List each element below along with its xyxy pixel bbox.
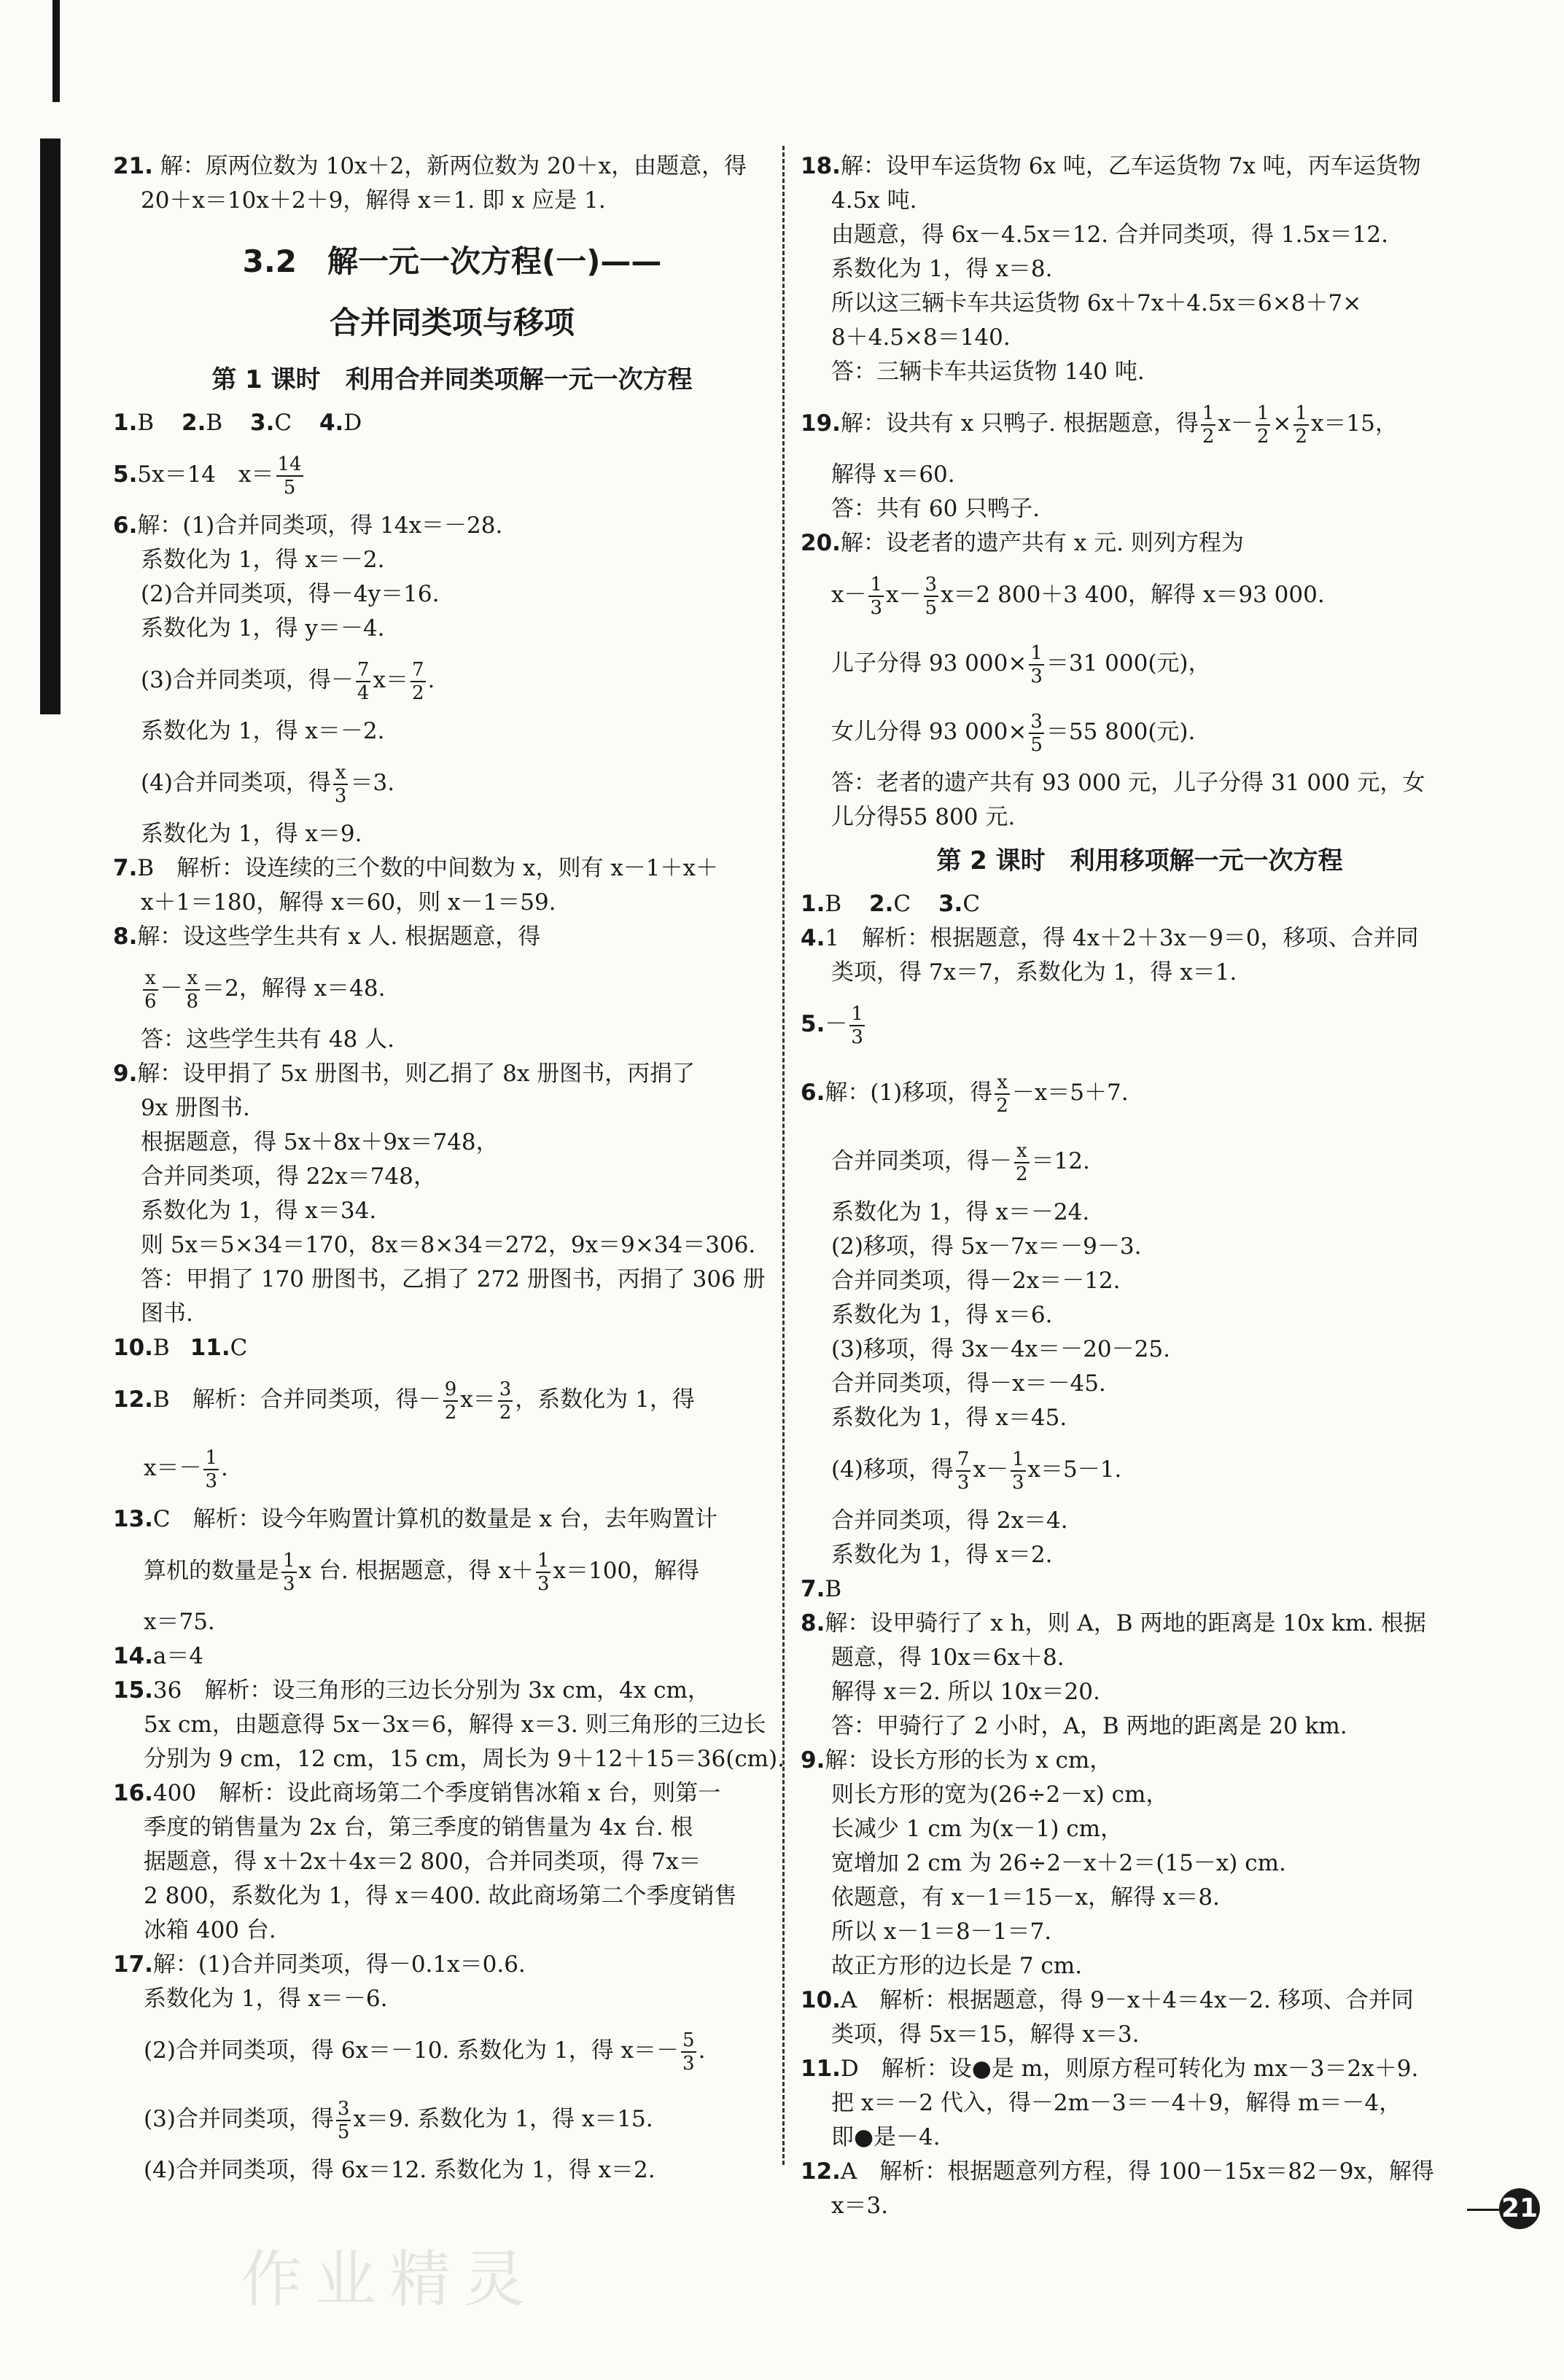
answer-9-line: 系数化为 1，得 x＝34. [141, 1198, 377, 1224]
answer-16-line: 冰箱 400 台. [144, 1917, 276, 1943]
fraction: $\frac{x}{8}$ [186, 967, 199, 1013]
answer-b9-line: 依题意，有 x－1＝15－x，解得 x＝8. [831, 1884, 1220, 1911]
fraction: $\frac{1}{3}$ [205, 1446, 218, 1492]
answer-9-line: 答：甲捐了 170 册图书，乙捐了 272 册图书，丙捐了 306 册 [141, 1266, 766, 1292]
right-column [801, 149, 1479, 2223]
answer-16-line: 2 800，系数化为 1，得 x＝400. 故此商场第二个季度销售 [144, 1883, 737, 1909]
section-title: 3.2 解一元一次方程(一)—— [242, 243, 662, 279]
answer-6-line: 系数化为 1，得 x＝－2. [141, 718, 385, 744]
scan-edge-top [52, 0, 60, 102]
answer-7: 7.B 解析：设连续的三个数的中间数为 x，则有 x－1＋x＋ [113, 855, 719, 881]
page-number-dash [1467, 2209, 1499, 2211]
answer-15-line: 5x cm，由题意得 5x－3x＝6，解得 x＝3. 则三角形的三边长 [144, 1712, 766, 1738]
fraction: $\frac{3}{2}$ [499, 1378, 512, 1424]
answer-b6-line: 系数化为 1，得 x＝2. [831, 1542, 1053, 1568]
answer-21: 21. 解：原两位数为 10x＋2，新两位数为 20＋x，由题意，得 [113, 153, 747, 179]
answer-20-line: 答：老者的遗产共有 93 000 元，儿子分得 31 000 元，女 [831, 770, 1425, 796]
section-subtitle: 合并同类项与移项 [329, 305, 575, 340]
lesson-2-title: 第 2 课时 利用移项解一元一次方程 [936, 846, 1343, 875]
answers-10-11: 10.B 11.C [113, 1335, 248, 1361]
answer-7-line: x＋1＝180，解得 x＝60，则 x－1＝59. [141, 889, 556, 916]
answer-20: 20.解：设老者的遗产共有 x 元. 则列方程为 [801, 530, 1244, 556]
answer-18: 18.解：设甲车运货物 6x 吨，乙车运货物 7x 吨，丙车运货物 [801, 153, 1421, 179]
answer-b4-line: 类项，得 7x＝7，系数化为 1，得 x＝1. [831, 959, 1237, 986]
answer-b9-line: 故正方形的边长是 7 cm. [831, 1953, 1083, 1979]
answers-b1-3: 1.B 2.C 3.C [801, 891, 981, 917]
answer-b12: 12.A 解析：根据题意列方程，得 100－15x＝82－9x，解得 [801, 2158, 1434, 2185]
answer-9-line: 根据题意，得 5x＋8x＋9x＝748， [141, 1129, 499, 1155]
answer-b7: 7.B [801, 1576, 842, 1602]
answer-9-line: 9x 册图书. [141, 1095, 250, 1121]
answer-b9: 9.解：设长方形的长为 x cm， [801, 1747, 1113, 1774]
answer-18-line: 所以这三辆卡车共运货物 6x＋7x＋4.5x＝6×8＋7× [831, 290, 1362, 316]
answer-12-line: x＝－ $\frac{1}{3}$ . [144, 1446, 228, 1492]
answer-b8-line: 题意，得 10x＝6x＋8. [831, 1644, 1065, 1671]
answer-17-line: 系数化为 1，得 x＝－6. [144, 1986, 388, 2012]
answer-20-line: 女儿分得 93 000× $\frac{3}{5}$ ＝55 800(元). [831, 710, 1196, 756]
answer-19-line: 答：共有 60 只鸭子. [831, 496, 1040, 522]
answer-6-line: 系数化为 1，得 x＝－2. [141, 547, 385, 573]
answer-9-line: 则 5x＝5×34＝170，8x＝8×34＝272，9x＝9×34＝306. [141, 1232, 756, 1258]
answer-b6-line: 合并同类项，得－x＝－45. [831, 1370, 1106, 1397]
fraction: $\frac{5}{3}$ [682, 2029, 695, 2075]
answer-13: 13.C 解析：设今年购置计算机的数量是 x 台，去年购置计 [113, 1506, 717, 1532]
fraction: $\frac{9}{2}$ [444, 1378, 457, 1424]
answer-18-line: 8＋4.5×8＝140. [831, 324, 1011, 351]
answer-9-line: 图书. [141, 1300, 193, 1327]
answer-16: 16.400 解析：设此商场第二个季度销售冰箱 x 台，则第一 [113, 1780, 721, 1806]
answer-b5: 5.－ $\frac{1}{3}$ [801, 1002, 863, 1048]
answer-b9-line: 长减少 1 cm 为(x－1) cm， [831, 1816, 1124, 1842]
answer-b8-line: 解得 x＝2. 所以 10x＝20. [831, 1679, 1100, 1705]
answer-b6-line: (2)移项，得 5x－7x＝－9－3. [831, 1233, 1142, 1260]
answer-5: 5.5x＝14 x＝ $\frac{14}{5}$ [113, 453, 302, 499]
answer-b4: 4.1 解析：根据题意，得 4x＋2＋3x－9＝0，移项、合并同 [801, 925, 1419, 951]
answer-13-line: 算机的数量是 $\frac{1}{3}$ x 台. 根据题意，得 x＋ $\frac{1}{3}$ x＝100，解得 [144, 1549, 700, 1595]
fraction: $\frac{7}{3}$ [957, 1448, 970, 1494]
fraction: $\frac{3}{5}$ [1030, 710, 1043, 756]
answer-b11-line: 把 x＝－2 代入，得－2m－3＝－4＋9，解得 m＝－4， [831, 2090, 1402, 2116]
answer-b6-line: 合并同类项，得 2x＝4. [831, 1507, 1068, 1534]
answer-16-line: 季度的销售量为 2x 台，第三季度的销售量为 4x 台. 根 [144, 1814, 693, 1841]
fraction: $\frac{1}{3}$ [283, 1549, 295, 1595]
answer-8-line: $\frac{x}{6}$ － $\frac{x}{8}$ ＝2，解得 x＝48. [144, 967, 386, 1013]
answer-15-line: 分别为 9 cm，12 cm，15 cm，周长为 9＋12＋15＝36(cm). [144, 1746, 785, 1772]
answer-b11-line: 即●是－4. [831, 2124, 941, 2150]
fraction: $\frac{x}{2}$ [1016, 1139, 1028, 1185]
answer-b9-line: 宽增加 2 cm 为 26÷2－x＋2＝(15－x) cm. [831, 1850, 1286, 1876]
answer-6-line: (4)合并同类项，得 $\frac{x}{3}$ ＝3. [141, 761, 395, 807]
answer-6-line: (3)合并同类项，得－ $\frac{7}{4}$ x＝ $\frac{7}{2}$ . [141, 658, 435, 704]
fraction: $\frac{1}{3}$ [870, 573, 883, 619]
answer-6-line: 系数化为 1，得 x＝9. [141, 821, 362, 847]
answer-18-line: 4.5x 吨. [831, 187, 917, 214]
fraction: $\frac{3}{5}$ [337, 2097, 350, 2143]
fraction: $\frac{1}{3}$ [851, 1002, 863, 1048]
answer-8-line: 答：这些学生共有 48 人. [141, 1026, 395, 1053]
fraction: $\frac{1}{3}$ [1011, 1448, 1024, 1494]
answer-13-line: x＝75. [144, 1609, 215, 1635]
fraction: $\frac{1}{2}$ [1295, 402, 1307, 448]
answer-17-line: (4)合并同类项，得 6x＝12. 系数化为 1，得 x＝2. [144, 2157, 655, 2183]
answer-19: 19.解：设共有 x 只鸭子. 根据题意，得 $\frac{1}{2}$ x－ $\frac{1}{2}$ × $\frac{1}{2}$ x＝15， [801, 402, 1398, 448]
answer-18-line: 由题意，得 6x－4.5x＝12. 合并同类项，得 1.5x＝12. [831, 222, 1388, 248]
answer-18-line: 系数化为 1，得 x＝8. [831, 256, 1053, 282]
answer-6-line: 系数化为 1，得 y＝－4. [141, 615, 385, 641]
answer-17: 17.解：(1)合并同类项，得－0.1x＝0.6. [113, 1951, 526, 1978]
answer-6-line: (2)合并同类项，得－4y＝16. [141, 581, 440, 607]
fraction: $\frac{14}{5}$ [277, 453, 302, 499]
answer-b6-line: (4)移项，得 $\frac{7}{3}$ x－ $\frac{1}{3}$ x＝5－1. [831, 1448, 1122, 1494]
answer-b8-line: 答：甲骑行了 2 小时，A，B 两地的距离是 20 km. [831, 1713, 1347, 1739]
left-column [113, 149, 791, 2188]
answer-8: 8.解：设这些学生共有 x 人. 根据题意，得 [113, 924, 541, 950]
answer-b8: 8.解：设甲骑行了 x h，则 A，B 两地的距离是 10x km. 根据 [801, 1610, 1426, 1636]
fraction: $\frac{3}{5}$ [925, 573, 938, 619]
fraction: $\frac{x}{2}$ [996, 1071, 1008, 1117]
answer-20-line: 儿子分得 93 000× $\frac{1}{3}$ ＝31 000(元)， [831, 641, 1211, 687]
fraction: $\frac{7}{4}$ [357, 658, 370, 704]
answer-b6-line: 合并同类项，得－ $\frac{x}{2}$ ＝12. [831, 1139, 1090, 1185]
answer-19-line: 解得 x＝60. [831, 461, 955, 488]
answer-9-line: 合并同类项，得 22x＝748， [141, 1163, 436, 1190]
scan-edge-bar [40, 138, 61, 714]
answer-b6-line: 合并同类项，得－2x＝－12. [831, 1268, 1121, 1294]
answer-b6-line: 系数化为 1，得 x＝6. [831, 1302, 1053, 1328]
answer-b6-line: 系数化为 1，得 x＝－24. [831, 1199, 1090, 1225]
answer-18-line: 答：三辆卡车共运货物 140 吨. [831, 359, 1145, 385]
answer-21-line2: 20＋x＝10x＋2＋9，解得 x＝1. 即 x 应是 1. [141, 187, 606, 214]
answer-b6-line: 系数化为 1，得 x＝45. [831, 1405, 1067, 1431]
lesson-1-title: 第 1 课时 利用合并同类项解一元一次方程 [211, 365, 693, 394]
answer-b6: 6.解：(1)移项，得 $\frac{x}{2}$ －x＝5＋7. [801, 1071, 1129, 1117]
fraction: $\frac{1}{3}$ [1030, 641, 1043, 687]
fraction: $\frac{x}{3}$ [334, 761, 347, 807]
answer-17-line: (2)合并同类项，得 6x＝－10. 系数化为 1，得 x＝－ $\frac{5}{3}$ . [144, 2029, 706, 2075]
answer-16-line: 据题意，得 x＋2x＋4x＝2 800，合并同类项，得 7x＝ [144, 1849, 701, 1875]
answer-b11: 11.D 解析：设●是 m，则原方程可转化为 mx－3＝2x＋9. [801, 2056, 1419, 2082]
answer-b10-line: 类项，得 5x＝15，解得 x＝3. [831, 2021, 1140, 2048]
answer-17-line: (3)合并同类项，得 $\frac{3}{5}$ x＝9. 系数化为 1，得 x＝15. [144, 2097, 653, 2143]
answer-9: 9.解：设甲捐了 5x 册图书，则乙捐了 8x 册图书，丙捐了 [113, 1061, 696, 1087]
answers-1-4: 1.B 2.B 3.C 4.D [113, 410, 362, 436]
answer-b10: 10.A 解析：根据题意，得 9－x＋4＝4x－2. 移项、合并同 [801, 1987, 1414, 2013]
answer-b6-line: (3)移项，得 3x－4x＝－20－25. [831, 1336, 1170, 1362]
answer-12: 12.B 解析：合并同类项，得－ $\frac{9}{2}$ x＝ $\frac{3}{2}$ ，系数化为 1，得 [113, 1378, 695, 1424]
fraction: $\frac{1}{3}$ [537, 1549, 550, 1595]
answer-b12-line: x＝3. [831, 2193, 889, 2219]
fraction: $\frac{1}{2}$ [1256, 402, 1269, 448]
answer-14: 14.a＝4 [113, 1643, 204, 1669]
page-number: 21 [1499, 2188, 1540, 2229]
fraction: $\frac{1}{2}$ [1202, 402, 1215, 448]
fraction: $\frac{x}{6}$ [144, 967, 157, 1013]
answer-20-line: 儿分得55 800 元. [831, 804, 1016, 830]
watermark: 作业精灵 [241, 2244, 539, 2315]
answer-6: 6.解：(1)合并同类项，得 14x＝－28. [113, 512, 503, 539]
fraction: $\frac{7}{2}$ [411, 658, 424, 704]
answer-20-line: x－ $\frac{1}{3}$ x－ $\frac{3}{5}$ x＝2 800＋3 400，解得 x＝93 000. [831, 573, 1325, 619]
answer-15: 15.36 解析：设三角形的三边长分别为 3x cm，4x cm， [113, 1677, 710, 1704]
answer-b9-line: 则长方形的宽为(26÷2－x) cm， [831, 1782, 1169, 1808]
answer-b9-line: 所以 x－1＝8－1＝7. [831, 1919, 1052, 1945]
